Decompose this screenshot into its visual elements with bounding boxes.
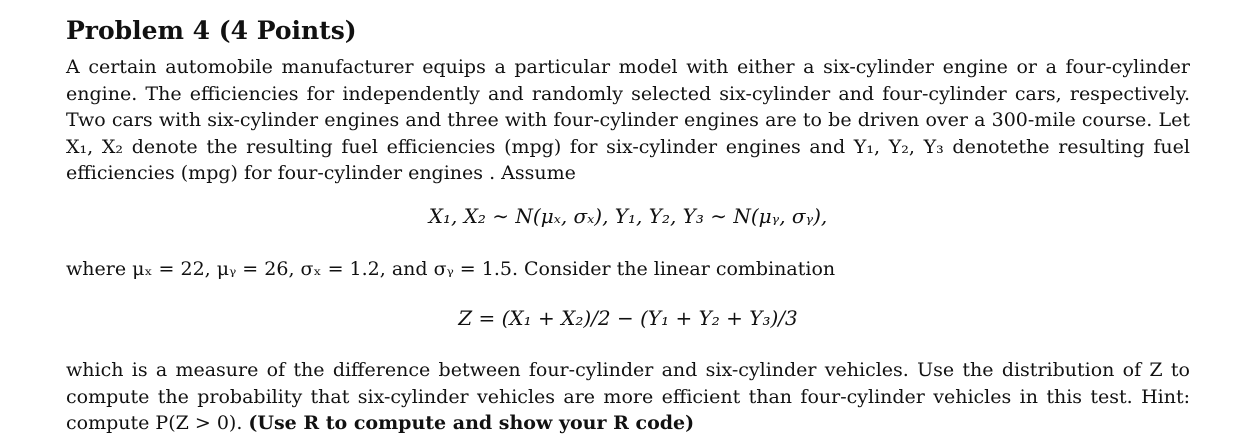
question-text: which is a measure of the difference between four-cylinder and six-cylinder vehicles. Use the distribution of Z to compute the probability that six-cylinder vehicles are more efficient than four-cylinder vehicles in this test. Hint: compute P(Z > 0). xyxy=(66,359,1190,434)
distribution-equation: X₁, X₂ ∼ N(μₓ, σₓ), Y₁, Y₂, Y₃ ∼ N(μᵧ, σᵧ), xyxy=(428,204,828,228)
problem-title: Problem 4 (4 Points) xyxy=(66,16,357,45)
linear-combination-equation: Z = (X₁ + X₂)/2 − (Y₁ + Y₂ + Y₃)/3 xyxy=(458,306,798,330)
problem-intro-paragraph: A certain automobile manufacturer equips a particular model with either a six-cylinder engine or a four-cylinder engine. The efficiencies for independently and randomly selected six-cylinder and four-cylinder cars, respectively. Two cars with six-cylinder engines and three with four-cylinder engines are to be driven over a 300-mile course. Let X₁, X₂ denote the resulting fuel efficiencies (mpg) for six-cylinder engines and Y₁, Y₂, Y₃ denotethe resulting fuel efficiencies (mpg) for four-cylinder engines . Assume xyxy=(66,56,1190,184)
question-paragraph xyxy=(66,357,1190,437)
parameters-paragraph: where μₓ = 22, μᵧ = 26, σₓ = 1.2, and σᵧ = 1.5. Consider the linear combination xyxy=(66,258,836,280)
r-code-instruction: (Use R to compute and show your R code) xyxy=(248,412,695,434)
